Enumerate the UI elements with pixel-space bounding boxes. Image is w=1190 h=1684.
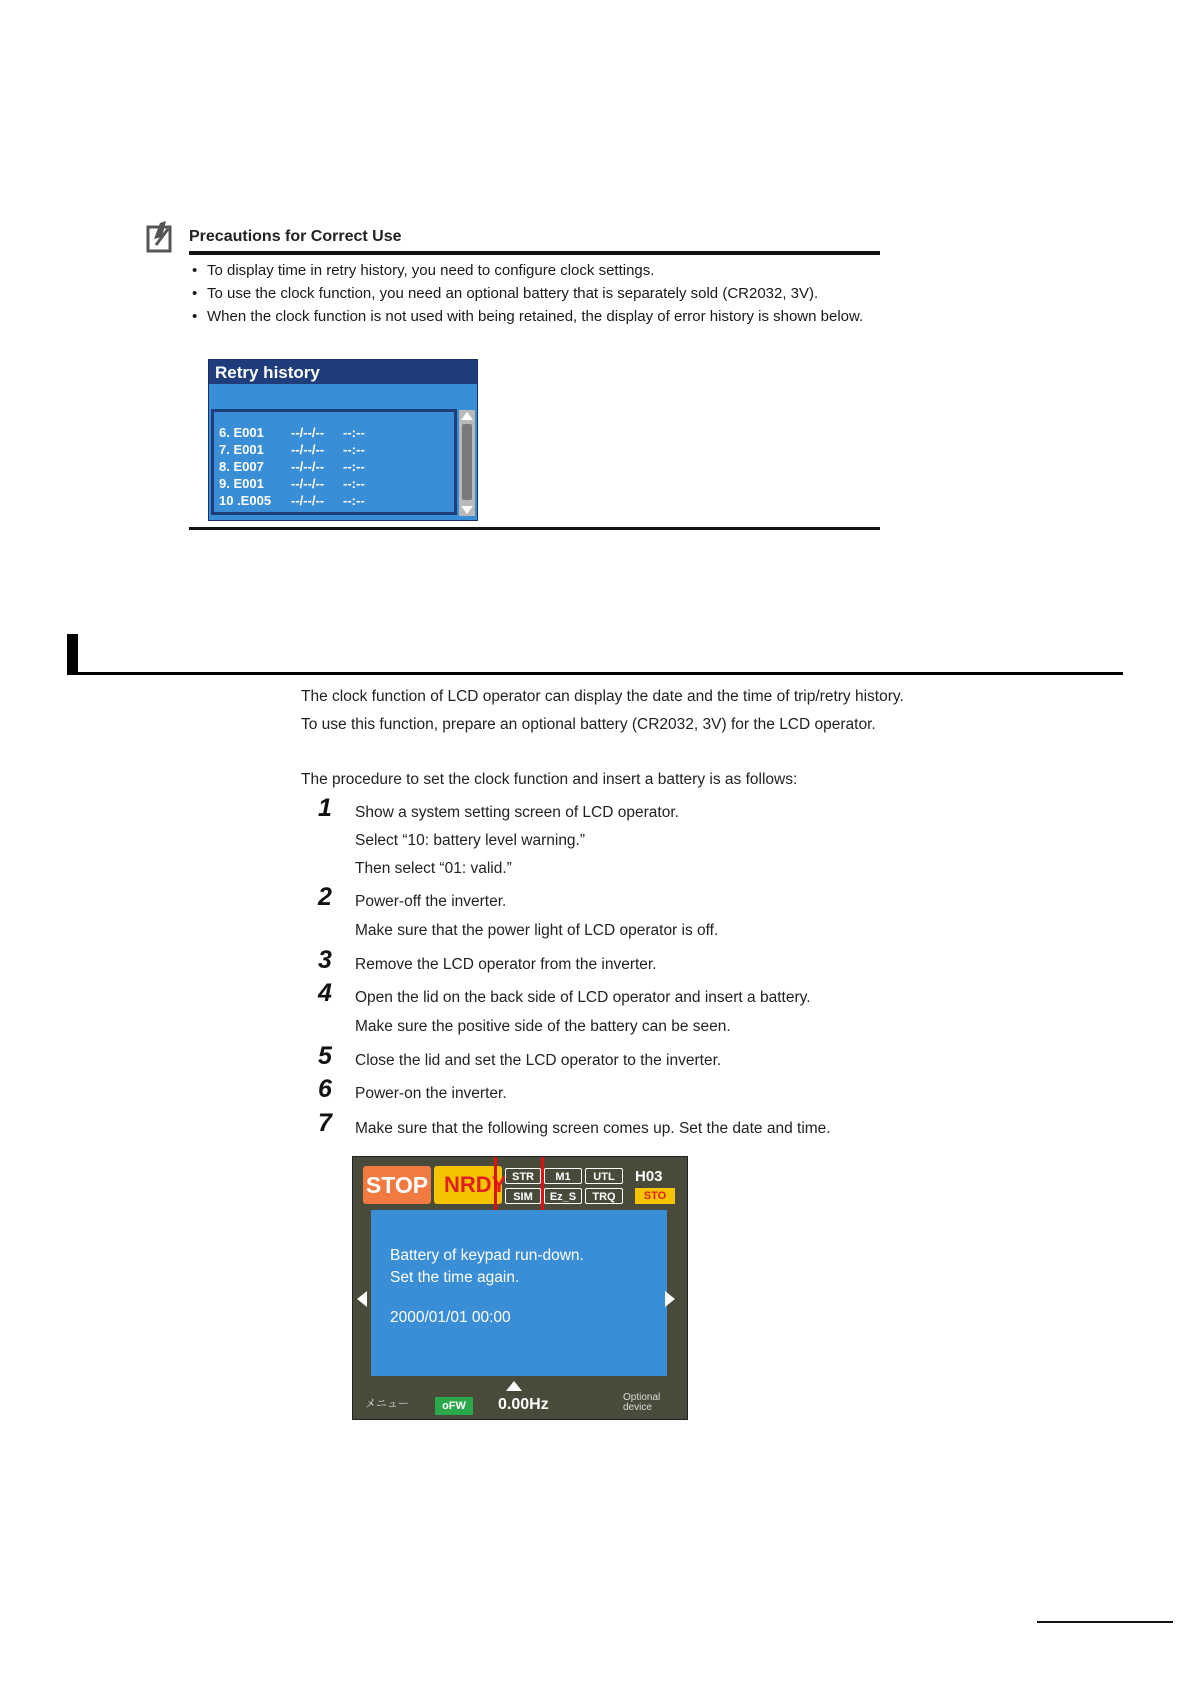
scroll-up-icon[interactable]	[461, 412, 473, 420]
battery-message: Set the time again.	[390, 1269, 520, 1286]
arrow-up-icon[interactable]	[506, 1381, 522, 1391]
step-text: Power-on the inverter.	[355, 1085, 507, 1102]
scroll-down-icon[interactable]	[461, 506, 473, 514]
status-tag-str: STR	[505, 1168, 541, 1184]
precaution-item: • To use the clock function, you need an optional battery that is separately sold (CR2032, 3V).	[189, 284, 889, 303]
precautions-top-rule	[189, 251, 880, 255]
retry-scrollbar[interactable]	[459, 410, 475, 516]
retry-history-screen	[208, 359, 478, 521]
optional-device-label: Optional device	[623, 1392, 661, 1413]
intro-paragraph: The clock function of LCD operator can display the date and the time of trip/retry history.	[301, 688, 904, 705]
retry-row: 10 .E005 --/--/-- --:--	[219, 493, 365, 508]
step-number: 1	[318, 794, 332, 822]
precautions-bottom-rule	[189, 527, 880, 530]
section-heading-marker	[67, 634, 78, 674]
step-number: 3	[318, 946, 332, 974]
nrdy-indicator: NRDY	[434, 1166, 502, 1204]
section-heading-rule	[67, 672, 1123, 675]
step-number: 7	[318, 1109, 332, 1137]
retry-history-bar	[209, 384, 477, 402]
precautions-list	[189, 261, 889, 330]
status-tag-ez-s: Ez_S	[544, 1188, 582, 1204]
precaution-item: • To display time in retry history, you need to configure clock settings.	[189, 261, 889, 280]
scroll-thumb[interactable]	[462, 424, 472, 500]
precaution-icon	[146, 219, 176, 253]
step-text: Select “10: battery level warning.”	[355, 832, 586, 849]
retry-row: 7. E001 --/--/-- --:--	[219, 442, 365, 457]
precaution-item: • When the clock function is not used with being retained, the display of error history is shown below.	[189, 307, 889, 326]
ofw-indicator: oFW	[435, 1397, 473, 1415]
step-number: 2	[318, 883, 332, 911]
step-number: 6	[318, 1075, 332, 1103]
sto-indicator: STO	[635, 1188, 675, 1204]
model-label: H03	[635, 1168, 663, 1185]
frequency-readout: 0.00Hz	[498, 1396, 549, 1413]
retry-row: 6. E001 --/--/-- --:--	[219, 425, 365, 440]
step-text: Make sure the positive side of the battery can be seen.	[355, 1018, 731, 1035]
step-text: Remove the LCD operator from the inverter.	[355, 956, 657, 973]
step-text: Make sure that the power light of LCD operator is off.	[355, 922, 719, 939]
intro-paragraph: To use this function, prepare an optional battery (CR2032, 3V) for the LCD operator.	[301, 716, 876, 733]
stop-indicator: STOP	[363, 1166, 431, 1204]
status-tag-m1: M1	[544, 1168, 582, 1184]
retry-row: 8. E007 --/--/-- --:--	[219, 459, 365, 474]
arrow-right-icon[interactable]	[665, 1291, 675, 1307]
procedure-intro: The procedure to set the clock function and insert a battery is as follows:	[301, 771, 798, 788]
status-tag-utl: UTL	[585, 1168, 623, 1184]
datetime-value[interactable]: 2000/01/01 00:00	[390, 1309, 511, 1326]
step-number: 5	[318, 1042, 332, 1070]
step-number: 4	[318, 979, 332, 1007]
step-text: Make sure that the following screen comes up. Set the date and time.	[355, 1120, 831, 1137]
step-text: Then select “01: valid.”	[355, 860, 512, 877]
retry-row: 9. E001 --/--/-- --:--	[219, 476, 365, 491]
lcd-operator-screen	[352, 1156, 688, 1420]
step-text: Open the lid on the back side of LCD operator and insert a battery.	[355, 989, 811, 1006]
arrow-left-icon[interactable]	[357, 1291, 367, 1307]
precautions-title: Precautions for Correct Use	[189, 228, 402, 245]
footer-rule	[1037, 1621, 1173, 1623]
step-text: Power-off the inverter.	[355, 893, 507, 910]
lcd-message-panel	[371, 1210, 667, 1376]
status-tag-trq: TRQ	[585, 1188, 623, 1204]
status-tag-sim: SIM	[505, 1188, 541, 1204]
step-text: Show a system setting screen of LCD operator.	[355, 804, 679, 821]
menu-label: メニュー	[365, 1398, 409, 1410]
battery-message: Battery of keypad run-down.	[390, 1247, 584, 1264]
step-text: Close the lid and set the LCD operator to the inverter.	[355, 1052, 722, 1069]
retry-history-title: Retry history	[215, 363, 320, 382]
